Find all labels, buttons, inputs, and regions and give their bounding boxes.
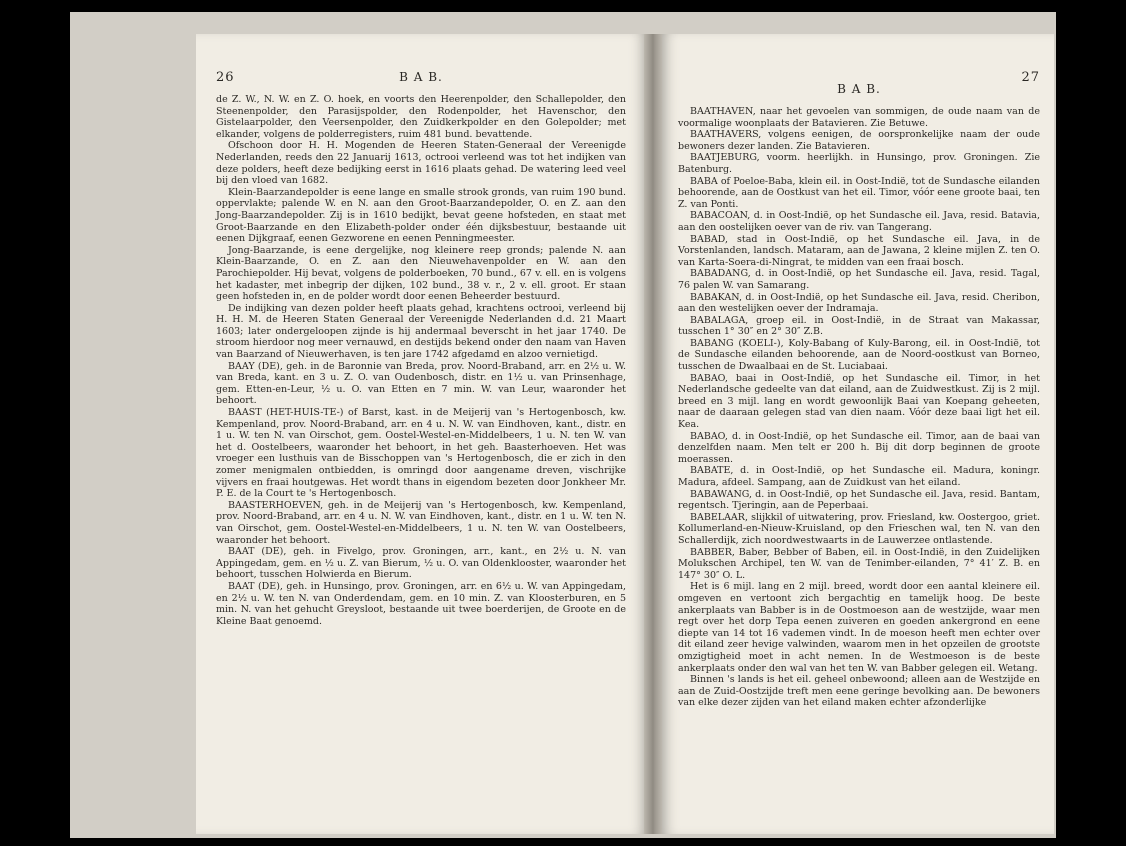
- page-number: 27: [1021, 70, 1040, 85]
- left-page-header: [216, 70, 626, 88]
- paragraph: BABAWANG, d. in Oost-Indië, op het Sundasche eil. Java, resid. Bantam, regentsch. Tjeringin, aan de Peperbaai.: [678, 488, 1040, 512]
- paragraph: BAATHAVEN, naar het gevoelen van sommigen, de oude naam van de voormalige woonplaats der Batavieren. Zie Betuwe.: [678, 106, 1040, 129]
- paragraph: BAASTERHOEVEN, geh. in de Meijerij van 's Hertogenbosch, kw. Kempenland, prov. Noord-Braband, arr. en 4 u. N. W. van Eindhoven, kant., distr. en 1 u. W. ten N. van Oirschot, gem. Oostel-Westel-en-Middelbeers, 1 u. N. ten W. van Oostelbeers, waaronder het behoort.: [216, 499, 626, 546]
- paragraph: BAAT (DE), geh. in Hunsingo, prov. Groningen, arr. en 6½ u. W. van Appingedam, en 2½ u. W. ten N. van Onderdendam, gem. en 10 min. Z. van Kloosterburen, en 5 min. N. van het gehucht Greysloot, bestaande uit twee boerderijen, de Groote en de Kleine Baat genoemd.: [216, 580, 626, 627]
- paragraph: BABADANG, d. in Oost-Indië, op het Sundasche eil. Java, resid. Tagal, 76 palen W. van Samarang.: [678, 268, 1040, 291]
- paragraph: BABAO, d. in Oost-Indië, op het Sundasche eil. Timor, aan de baai van denzelfden naam. Men telt er 200 h. Bij dit dorp beginnen de groote moerassen.: [678, 430, 1040, 465]
- paragraph: Klein-Baarzandepolder is eene lange en smalle strook gronds, van ruim 190 bund. oppervlakte; palende W. en N. aan den Groot-Baarzandepolder, O. en Z. aan den Jong-Baarzandepolder. Zij is in 1610 bedijkt, bevat geene hofsteden, en staat met Groot-Baarzande en den Elizabeth-polder onder één dijksbestuur, bestaande uit eenen Dijkgraaf, eenen Gezworene en eenen Penningmeester.: [216, 186, 626, 245]
- paragraph: BABATE, d. in Oost-Indië, op het Sundasche eil. Madura, koningr. Madura, afdeel. Sampang, aan de Zuidkust van het eiland.: [678, 465, 1040, 488]
- paragraph: BABACOAN, d. in Oost-Indië, op het Sundasche eil. Java, resid. Batavia, aan den oostelijken oever van de riv. van Tangerang.: [678, 210, 1040, 233]
- left-page-text: [216, 94, 626, 627]
- paragraph: BABAO, baai in Oost-Indië, op het Sundasche eil. Timor, in het Nederlandsche gedeelte van dat eiland, aan de Zuidwestkust. Zij is 2 mijl. breed en 3 mijl. lang en wordt gewoonlijk Baai van Koepang geheeten, naar de daaraan gelegen stad van dien naam. Vóór deze baai ligt het eil. Kea.: [678, 372, 1040, 431]
- paragraph: BABBER, Baber, Bebber of Baben, eil. in Oost-Indië, in den Zuidelijken Molukschen Archipel, ten W. van de Tenimber-eilanden, 7° 41′ Z. B. en 147° 30″ O. L.: [678, 546, 1040, 581]
- left-page: [196, 34, 646, 834]
- paragraph: BABALAGA, groep eil. in Oost-Indië, in de Straat van Makassar, tusschen 1° 30″ en 2° 30″ Z.B.: [678, 314, 1040, 338]
- right-page-header: [678, 70, 1040, 100]
- paragraph: De indijking van dezen polder heeft plaats gehad, krachtens octrooi, verleend bij H. H. M. de Heeren Staten Generaal der Vereenigde Nederlanden d.d. 21 Maart 1603; later ondergeloopen zijnde is hij andermaal beverscht in het jaar 1740. De stroom hierdoor nog meer vernauwd, en destijds bekend onder den naam van Haven van Baarzand of Nieuwerhaven, is ten jare 1742 afgedamd en alzoo vernietigd.: [216, 302, 626, 361]
- right-page: [662, 34, 1054, 834]
- paragraph: BAATJEBURG, voorm. heerlijkh. in Hunsingo, prov. Groningen. Zie Batenburg.: [678, 152, 1040, 175]
- paragraph: Ofschoon door H. H. Mogenden de Heeren Staten-Generaal der Vereenigde Nederlanden, reeds den 22 Januarij 1613, octrooi verleend was tot het indijken van deze polders, heeft deze bedijking eerst in 1616 plaats gehad. De watering leed veel bij den vloed van 1682.: [216, 140, 626, 187]
- paragraph: BABELAAR, slijkkil of uitwatering, prov. Friesland, kw. Oostergoo, griet. Kollumerland-en-Nieuw-Kruisland, op den Frieschen wal, ten N. van den Schallerdijk, zich noordwestwaarts in de Lauwerzee ontlastende.: [678, 511, 1040, 546]
- right-page-text: [678, 106, 1040, 709]
- paragraph: BAAY (DE), geh. in de Baronnie van Breda, prov. Noord-Braband, arr. en 2½ u. W. van Breda, kant. en 3 u. Z. O. van Oudenbosch, distr. en 1½ u. van Prinsenhage, gem. Etten-en-Leur, ½ u. O. van Etten en 7 min. W. van Leur, waaronder het behoort.: [216, 360, 626, 407]
- paragraph: de Z. W., N. W. en Z. O. hoek, en voorts den Heerenpolder, den Schallepolder, den Steenenpolder, den Parasijspolder, den Rodenpolder, het Havenschor, den Gistelaarpolder, den Veersenpolder, den Zuidkerkpolder en den Golepolder; met elkander, volgens de polderregisters, ruim 481 bund. bevattende.: [216, 94, 626, 140]
- paragraph: Binnen 's lands is het eil. geheel onbewoond; alleen aan de Westzijde en aan de Zuid-Oostzijde treft men eene geringe bevolking aan. De bewoners van elke dezer zijden van het eiland maken echter afzonderlijke: [678, 674, 1040, 709]
- page-number: 26: [216, 70, 235, 85]
- paragraph: BABA of Poeloe-Baba, klein eil. in Oost-Indië, tot de Sundasche eilanden behoorende, aan de Oostkust van het eil. Timor, vóór eene groote baai, ten Z. van Ponti.: [678, 175, 1040, 210]
- book-spread: [70, 12, 1056, 838]
- running-head: B A B.: [837, 82, 881, 96]
- paragraph: Jong-Baarzande, is eene dergelijke, nog kleinere reep gronds; palende N. aan Klein-Baarzande, O. en Z. aan den Nieuwehavenpolder en W. aan den Parochiepolder. Hij bevat, volgens de polderboeken, 70 bund., 67 v. ell. en is volgens het kadaster, met inbegrip der dijken, 102 bund., 38 v. r., 2 v. ell. groot. Er staan geen hofsteden in, en de polder wordt door eenen Beheerder bestuurd.: [216, 244, 626, 303]
- paragraph: BABAKAN, d. in Oost-Indië, op het Sundasche eil. Java, resid. Cheribon, aan den westelijken oever der Indramaja.: [678, 291, 1040, 315]
- paragraph: BABAD, stad in Oost-Indië, op het Sundasche eil. Java, in de Vorstenlanden, landsch. Mataram, aan de Jawana, 2 kleine mijlen Z. ten O. van Karta-Soera-di-Ningrat, te midden van een fraai bosch.: [678, 233, 1040, 268]
- book-gutter: [644, 34, 664, 834]
- paragraph: Het is 6 mijl. lang en 2 mijl. breed, wordt door een aantal kleinere eil. omgeven en vertoont zich bergachtig en tamelijk hoog. De beste ankerplaats van Babber is in de Oostmoeson aan de westzijde, waar men regt over het dorp Tepa eenen zuiveren en goeden ankergrond en eene diepte van 14 tot 16 vademen vindt. In de moeson heeft men echter over dit eiland zeer hevige valwinden, waarom men in het opzeilen de grootste omzigtigheid moet in acht nemen. In de Westmoeson is de beste ankerplaats onder den wal van het ten W. van Babber gelegen eil. Wetang.: [678, 581, 1040, 674]
- running-head: B A B.: [399, 70, 443, 84]
- paragraph: BAAT (DE), geh. in Fivelgo, prov. Groningen, arr., kant., en 2½ u. N. van Appingedam, gem. en ½ u. Z. van Bierum, ½ u. O. van Oldenklooster, waaronder het behoort, tusschen Holwierda en Bierum.: [216, 546, 626, 581]
- paragraph: BAATHAVERS, volgens eenigen, de oorspronkelijke naam der oude bewoners dezer landen. Zie Batavieren.: [678, 129, 1040, 152]
- paragraph: BAAST (HET-HUIS-TE-) of Barst, kast. in de Meijerij van 's Hertogenbosch, kw. Kempenland, prov. Noord-Braband, arr. en 4 u. N. W. van Eindhoven, kant., distr. en 1 u. W. ten N. van Oirschot, gem. Oostel-Westel-en-Middelbeers, 1 u. N. ten W. van het d. Oostelbeers, waaronder het behoort, in het geh. Baasterhoeven. Het was vroeger een lusthuis van de Bisschoppen van 's Hertogenbosch, die er zich in den zomer menigmalen ontbiedden, is omringd door aangename dreven, vischrijke vijvers en fraai houtgewas. Het wordt thans in eigendom bezeten door Jonkheer Mr. P. E. de la Court te 's Hertogenbosch.: [216, 407, 626, 500]
- paragraph: BABANG (KOELI-), Koly-Babang of Kuly-Barong, eil. in Oost-Indië, tot de Sundasche eilanden behoorende, aan de Noord-oostkust van Borneo, tusschen de Dwaalbaai en de St. Luciabaai.: [678, 337, 1040, 373]
